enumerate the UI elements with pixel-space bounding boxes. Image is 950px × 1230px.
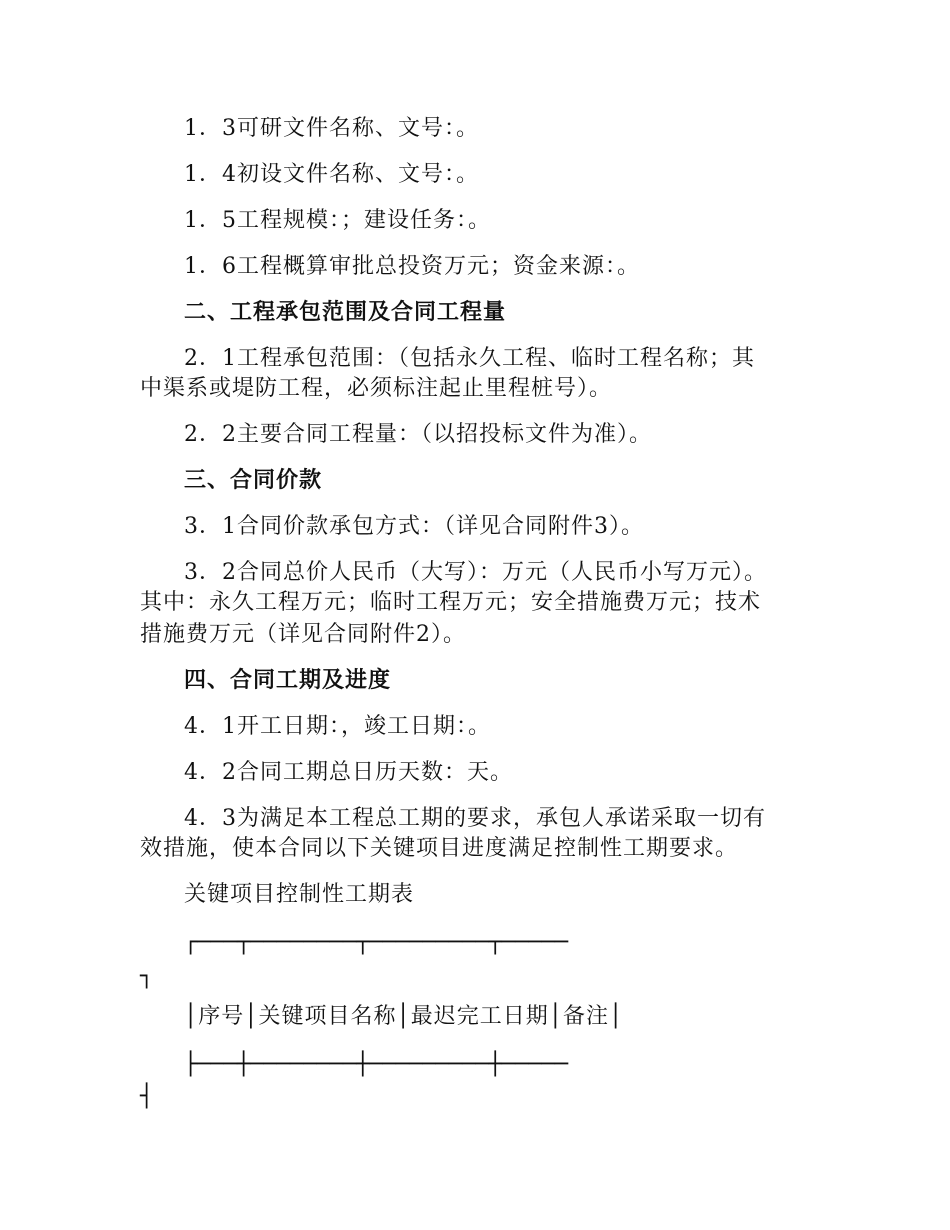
item-4-3-line-2: 效措施，使本合同以下关键项目进度满足控制性工期要求。 (140, 836, 739, 861)
item-2-2: 2．2主要合同工程量：（以招投标文件为准）。 (184, 422, 652, 447)
table-mid-border-end: ┤ (140, 1084, 154, 1109)
item-1-6: 1．6工程概算审批总投资万元；资金来源：。 (184, 254, 640, 279)
item-4-3-line-1: 4．3为满足本工程总工期的要求，承包人承诺采取一切有 (184, 806, 766, 831)
table-top-border-end: ┐ (140, 964, 154, 989)
item-1-4: 1．4初设文件名称、文号：。 (184, 162, 479, 187)
section-heading-4: 四、合同工期及进度 (184, 668, 392, 693)
table-title: 关键项目控制性工期表 (184, 882, 415, 907)
item-1-5: 1．5工程规模：；建设任务：。 (184, 208, 491, 233)
item-3-2-line-3: 措施费万元（详见合同附件2）。 (140, 622, 466, 647)
item-1-3: 1．3可研文件名称、文号：。 (184, 116, 479, 141)
section-heading-2: 二、工程承包范围及合同工程量 (184, 300, 507, 325)
item-2-1-line-1: 2．1工程承包范围：（包括永久工程、临时工程名称；其 (184, 346, 755, 371)
table-mid-border: ├───┼────────┼─────────┼───── (184, 1052, 569, 1077)
item-3-2-line-2: 其中：永久工程万元；临时工程万元；安全措施费万元；技术 (140, 590, 762, 615)
item-2-1-line-2: 中渠系或堤防工程，必须标注起止里程桩号）。 (140, 376, 613, 401)
item-4-1: 4．1开工日期：，竣工日期：。 (184, 714, 491, 739)
table-header-row: │序号│关键项目名称│最迟完工日期│备注│ (184, 1004, 624, 1029)
item-3-2-line-1: 3．2合同总价人民币（大写）：万元（人民币小写万元）。 (184, 560, 767, 585)
section-heading-3: 三、合同价款 (184, 468, 323, 493)
item-4-2: 4．2合同工期总日历天数：天。 (184, 760, 513, 785)
table-top-border: ┌───┬────────┬─────────┬───── (184, 930, 569, 955)
item-3-1: 3．1合同价款承包方式：（详见合同附件3）。 (184, 514, 644, 539)
